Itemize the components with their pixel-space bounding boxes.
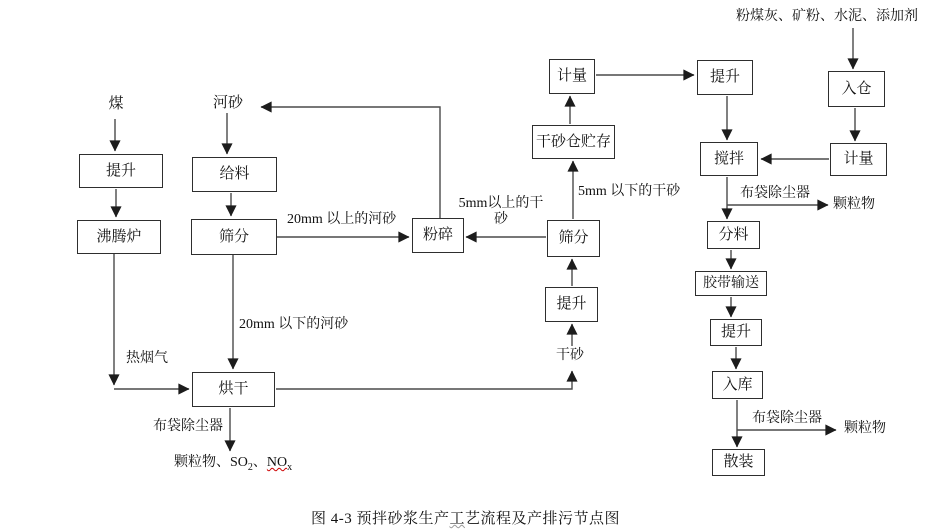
label-particulate-warehouse: 颗粒物 bbox=[844, 421, 886, 436]
label-dryer-emissions bbox=[174, 455, 292, 471]
node-lift-dry bbox=[545, 287, 598, 322]
node-silo-in-label: 入仓 bbox=[841, 80, 872, 97]
node-lift-mix bbox=[697, 60, 753, 95]
node-lift-dry-label: 提升 bbox=[556, 296, 587, 312]
node-belt-conveyor bbox=[695, 271, 767, 296]
node-metering-powder bbox=[830, 143, 887, 176]
node-dryer bbox=[192, 372, 275, 407]
figure-caption bbox=[0, 507, 931, 528]
node-lift-coal-label: 提升 bbox=[105, 162, 136, 179]
label-sand-below-20mm: 20mm 以下的河砂 bbox=[239, 317, 349, 332]
label-bag-filter-dryer: 布袋除尘器 bbox=[153, 419, 223, 434]
label-bag-filter-warehouse: 布袋除尘器 bbox=[752, 411, 822, 426]
node-screen-dry bbox=[547, 220, 600, 257]
label-dry-above-5mm-line1: 5mm以上的干 bbox=[458, 196, 544, 211]
node-fluidized-furnace-label: 沸腾炉 bbox=[96, 228, 142, 245]
label-river-sand: 河砂 bbox=[213, 95, 244, 111]
node-metering-sand-label: 计量 bbox=[556, 68, 587, 84]
node-mixer bbox=[700, 142, 758, 176]
label-emissions-nox-subscript: x bbox=[287, 461, 293, 473]
label-bag-filter-mixer: 布袋除尘器 bbox=[740, 186, 810, 201]
label-emissions-nox-base: NO bbox=[266, 455, 288, 470]
node-splitter bbox=[707, 221, 760, 249]
node-bulk-loading-label: 散装 bbox=[723, 454, 754, 470]
node-lift-product-label: 提升 bbox=[720, 324, 751, 340]
node-feeder-label: 给料 bbox=[219, 166, 250, 182]
node-dryer-label: 烘干 bbox=[218, 381, 249, 397]
node-lift-mix-label: 提升 bbox=[709, 69, 740, 85]
node-lift-product bbox=[710, 319, 762, 346]
node-feeder bbox=[192, 157, 277, 192]
label-emissions-nox bbox=[266, 455, 293, 473]
label-emissions-particulate-so: 颗粒物、SO bbox=[174, 455, 248, 470]
node-belt-conveyor-label: 胶带输送 bbox=[703, 275, 759, 291]
label-coal: 煤 bbox=[108, 96, 124, 112]
node-metering-powder-label: 计量 bbox=[843, 151, 874, 167]
node-screen-river-label: 筛分 bbox=[218, 228, 249, 245]
label-dry-above-5mm bbox=[455, 196, 547, 228]
node-warehouse bbox=[712, 371, 763, 399]
node-screen-dry-label: 筛分 bbox=[558, 230, 589, 246]
node-lift-coal bbox=[79, 154, 163, 188]
figure-caption-underlined: 工 bbox=[449, 511, 465, 527]
node-bulk-loading bbox=[712, 449, 765, 476]
label-particulate-mixer: 颗粒物 bbox=[833, 197, 875, 212]
node-mixer-label: 搅拌 bbox=[713, 150, 744, 167]
arrow-dryer-to-drysand bbox=[276, 371, 572, 389]
label-hot-flue-gas: 热烟气 bbox=[126, 351, 168, 366]
label-emissions-so2-subscript: 2 bbox=[247, 461, 253, 473]
node-silo-in bbox=[828, 71, 885, 107]
figure-caption-pre: 图 4-3 预拌砂浆生产 bbox=[310, 511, 450, 527]
node-dry-sand-silo-label: 干砂仓贮存 bbox=[535, 133, 611, 150]
label-dry-above-5mm-line2: 砂 bbox=[494, 212, 508, 228]
node-metering-sand bbox=[549, 59, 595, 94]
node-splitter-label: 分料 bbox=[718, 226, 749, 243]
node-dry-sand-silo bbox=[532, 125, 615, 159]
label-raw-materials: 粉煤灰、矿粉、水泥、添加剂 bbox=[736, 9, 918, 24]
node-crusher-label: 粉碎 bbox=[422, 227, 453, 243]
node-warehouse-label: 入库 bbox=[722, 376, 753, 393]
label-emissions-separator: 、 bbox=[252, 455, 267, 470]
node-screen-river bbox=[191, 219, 277, 255]
label-sand-above-20mm: 20mm 以上的河砂 bbox=[287, 212, 397, 227]
label-dry-below-5mm: 5mm 以下的干砂 bbox=[578, 184, 681, 199]
label-dry-sand: 干砂 bbox=[556, 348, 584, 363]
node-fluidized-furnace bbox=[77, 220, 161, 254]
figure-caption-post: 艺流程及产排污节点图 bbox=[465, 511, 621, 527]
arrow-crusher-to-riversand bbox=[261, 107, 440, 218]
